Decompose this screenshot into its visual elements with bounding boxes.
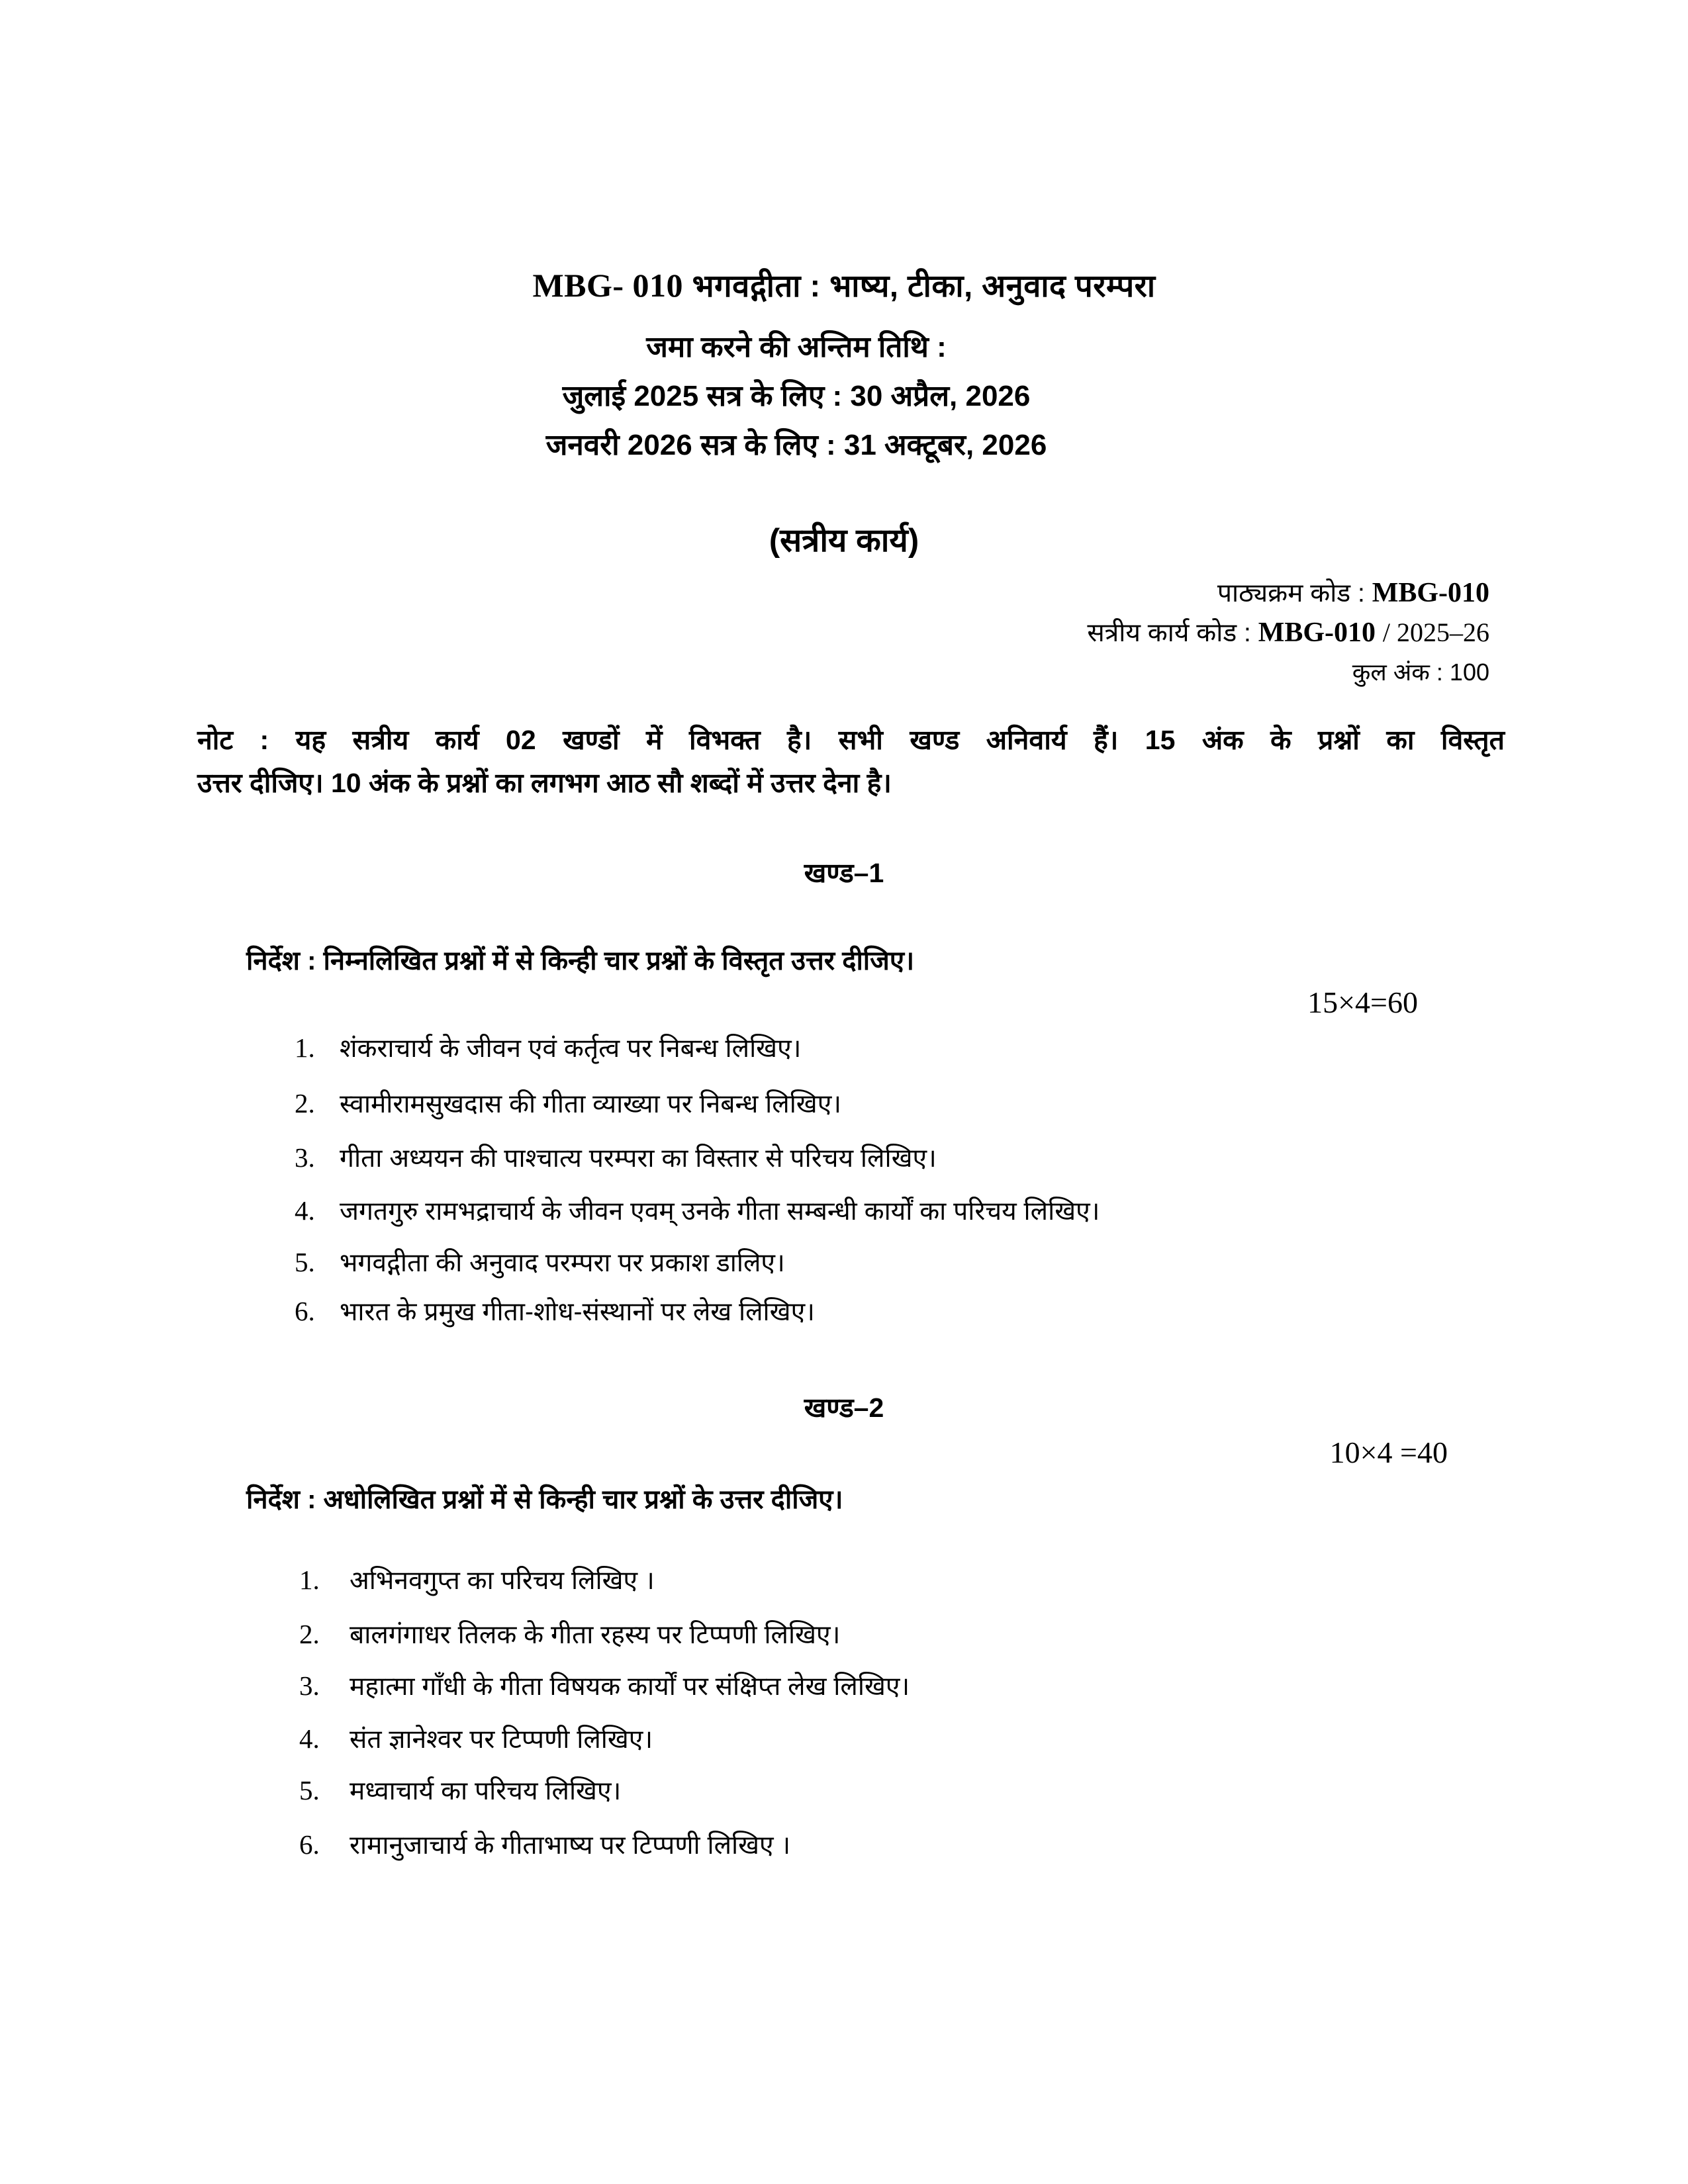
question-text: बालगंगाधर तिलक के गीता रहस्य पर टिप्पणी लिखिए। (350, 1621, 841, 1649)
total-marks-line (1352, 655, 1489, 688)
assignment-code-line (1087, 614, 1489, 649)
question-text: गीता अध्ययन की पाश्चात्य परम्परा का विस्तार से परिचय लिखिए। (340, 1144, 937, 1173)
section-1-heading: खण्ड–1 (804, 858, 884, 888)
question-number: 3. (295, 1142, 315, 1173)
question-row (295, 1244, 785, 1279)
deadline-july-session: जुलाई 2025 सत्र के लिए : 30 अप्रैल, 2026 (562, 380, 1031, 412)
assignment-code-session: / 2025–26 (1382, 617, 1489, 647)
question-row (295, 1140, 937, 1175)
question-number: 6. (299, 1829, 320, 1860)
question-text: महात्मा गाँधी के गीता विषयक कार्यों पर संक्षिप्त लेख लिखिए। (350, 1672, 910, 1701)
question-text: रामानुजाचार्य के गीताभाष्य पर टिप्पणी लिखिए । (350, 1831, 791, 1860)
course-code-in-title: MBG- 010 (532, 267, 684, 304)
section-2-instruction: निर्देश : अधोलिखित प्रश्नों में से किन्ही चार प्रश्नों के उत्तर दीजिए। (246, 1485, 843, 1514)
section-1-marks: 15×4=60 (1307, 985, 1418, 1019)
note-line-1: नोट : यह सत्रीय कार्य 02 खण्डों में विभक्त है। सभी खण्ड अनिवार्य हैं। 15 अंक के प्रश्नों का विस्तृत (197, 725, 1505, 755)
question-number: 5. (299, 1775, 320, 1805)
question-number: 1. (299, 1565, 320, 1595)
question-text: स्वामीरामसुखदास की गीता व्याख्या पर निबन्ध लिखिए। (340, 1090, 842, 1118)
section-2-heading: खण्ड–2 (804, 1392, 884, 1423)
section-1-instruction: निर्देश : निम्नलिखित प्रश्नों में से किन्ही चार प्रश्नों के विस्तृत उत्तर दीजिए। (246, 946, 915, 976)
question-row (295, 1293, 815, 1328)
course-code-value: MBG-010 (1372, 578, 1489, 608)
section-2-marks: 10×4 =40 (1329, 1435, 1448, 1469)
question-row (299, 1721, 653, 1756)
question-row (299, 1616, 840, 1651)
deadline-january-session: जनवरी 2026 सत्र के लिए : 31 अक्टूबर, 2026 (545, 429, 1047, 461)
total-marks-value: 100 (1449, 659, 1489, 686)
question-row (295, 1193, 1100, 1228)
question-row (299, 1562, 655, 1597)
course-code-label: पाठ्यक्रम कोड : (1217, 579, 1365, 608)
course-code-line (1217, 574, 1489, 610)
question-row (299, 1772, 621, 1807)
question-text: शंकराचार्य के जीवन एवं कर्तृत्व पर निबन्ध लिखिए। (340, 1034, 802, 1063)
question-row (295, 1030, 801, 1065)
course-name-in-title: भगवद्गीता : भाष्य, टीका, अनुवाद परम्परा (692, 268, 1156, 303)
question-number: 4. (299, 1723, 320, 1754)
assignment-heading: (सत्रीय कार्य) (769, 523, 919, 559)
question-text: भगवद्गीता की अनुवाद परम्परा पर प्रकाश डालिए। (340, 1249, 785, 1277)
question-number: 2. (299, 1619, 320, 1649)
question-row (295, 1085, 841, 1120)
question-number: 3. (299, 1670, 320, 1701)
question-text: संत ज्ञानेश्वर पर टिप्पणी लिखिए। (350, 1725, 653, 1754)
question-number: 6. (295, 1296, 315, 1326)
question-text: अभिनवगुप्त का परिचय लिखिए । (350, 1567, 655, 1595)
question-number: 2. (295, 1088, 315, 1118)
question-number: 4. (295, 1195, 315, 1226)
question-row (299, 1668, 910, 1703)
assignment-code-value: MBG-010 (1258, 617, 1376, 648)
question-text: मध्वाचार्य का परिचय लिखिए। (350, 1777, 622, 1805)
note-line-2: उत्तर दीजिए। 10 अंक के प्रश्नों का लगभग आठ सौ शब्दों में उत्तर देना है। (197, 767, 892, 798)
total-marks-label: कुल अंक : (1352, 659, 1443, 686)
question-text: भारत के प्रमुख गीता-शोध-संस्थानों पर लेख लिखिए। (340, 1298, 815, 1326)
note-paragraph (197, 719, 1505, 805)
question-number: 1. (295, 1032, 315, 1063)
question-number: 5. (295, 1247, 315, 1277)
question-row (299, 1827, 790, 1862)
page-title (0, 263, 1688, 306)
deadline-heading: जमा करने की अन्तिम तिथि : (646, 331, 947, 363)
question-text: जगतगुरु रामभद्राचार्य के जीवन एवम् उनके गीता सम्बन्धी कार्यों का परिचय लिखिए। (340, 1197, 1100, 1226)
assignment-code-label: सत्रीय कार्य कोड : (1087, 619, 1251, 647)
